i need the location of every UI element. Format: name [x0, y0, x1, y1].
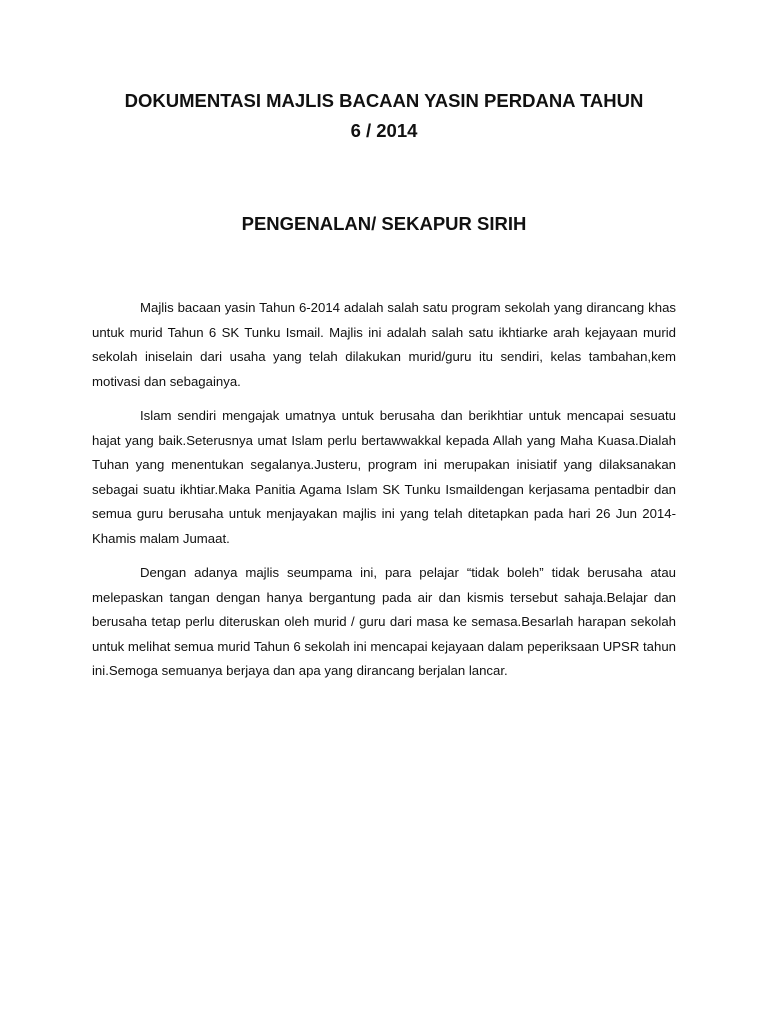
paragraph-2: Islam sendiri mengajak umatnya untuk berusaha dan berikhtiar untuk mencapai sesuatu hajat yang baik.Seterusnya umat Islam perlu bertawwakkal kepada Allah yang Maha Kuasa.Dialah Tuhan yang menentukan segalanya.Justeru, program ini merupakan inisiatif yang dilaksanakan sebagai suatu ikhtiar.Maka Panitia Agama Islam SK Tunku Ismaildengan kerjasama pentadbir dan semua guru berusaha untuk menjayakan majlis ini yang telah ditetapkan pada hari 26 Jun 2014- Khamis malam Jumaat. — [92, 408, 676, 546]
title-line-1: DOKUMENTASI MAJLIS BACAAN YASIN PERDANA TAHUN — [124, 90, 644, 111]
section-heading: PENGENALAN/ SEKAPUR SIRIH — [241, 213, 527, 234]
body-text — [92, 296, 676, 694]
title-line-2: 6 / 2014 — [350, 120, 418, 141]
paragraph-1: Majlis bacaan yasin Tahun 6-2014 adalah salah satu program sekolah yang dirancang khas untuk murid Tahun 6 SK Tunku Ismail. Majlis ini adalah salah satu ikhtiarke arah kejayaan murid sekolah iniselain dari usaha yang telah dilakukan murid/guru itu sendiri, kelas tambahan,kem motivasi dan sebagainya. — [92, 300, 676, 389]
document-title — [84, 86, 684, 146]
paragraph-3: Dengan adanya majlis seumpama ini, para pelajar “tidak boleh” tidak berusaha atau melepaskan tangan dengan hanya bergantung pada air dan kismis tersebut sahaja.Belajar dan berusaha tetap perlu diteruskan oleh murid / guru dari masa ke semasa.Besarlah harapan sekolah untuk melihat semua murid Tahun 6 sekolah ini mencapai kejayaan dalam peperiksaan UPSR tahun ini.Semoga semuanya berjaya dan apa yang dirancang berjalan lancar. — [92, 565, 677, 678]
